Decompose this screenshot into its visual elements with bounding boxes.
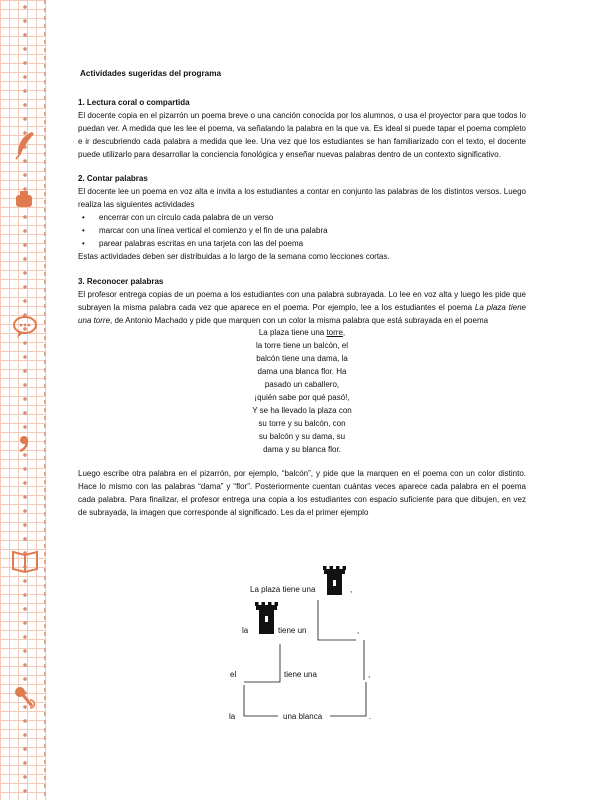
tower-icon [255,602,278,634]
poem-line: dama una blanca flor. Ha [257,367,347,377]
quill-icon [10,130,40,160]
pictogram-line-1: La plaza tiene una [250,585,316,594]
document-body [78,68,526,520]
poem-title: La plaza tiene una torre [78,302,526,325]
poem-line: su balcón y su dama, su [258,431,346,441]
section-1-text: El docente copia en el pizarrón un poema breve o una canción conocida por los alumnos, o usa el proyector para que todos lo puedan ver. A medida que les lee el poema, va señalando la palabra en la que va. Es ideal si puede tapar el poema completo e ir descubriendo cada palabra a medida que lee. Una vez que los estudiantes se han familiarizado con el texto, el docente puede utilizarlo para desarrollar la conciencia fonológica y enseñar nuevas palabras dentro de un contexto significativo. [78,110,526,159]
pictogram-line-2b: tiene un [278,626,307,635]
activity-list [78,212,526,251]
drawing-box [330,682,366,716]
poem-line: su torre y su balcón, con [258,418,346,428]
speech-bubble-icon [10,312,40,342]
pictogram-line-3b: tiene una [284,670,317,679]
drawing-box [244,644,280,682]
poem-line: la torre tiene un balcón, el [255,341,349,351]
section-2-title: 2. Contar palabras [78,174,148,184]
poem-line: dama y su blanca flor. [263,444,341,454]
pictogram-line-2a: la [242,626,249,635]
inkpot-icon [10,183,40,213]
list-item: • encerrar con un círculo cada palabra de un verso [82,212,526,225]
svg-text:,: , [350,585,353,594]
comma-icon [10,428,40,458]
section-2-note: Estas actividades deben ser distribuidas a lo largo de la semana como lecciones cortas. [78,251,390,261]
section-3-title: 3. Reconocer palabras [78,276,164,286]
margin-dots [21,0,29,800]
section-3-text: El profesor entrega copias de un poema a los estudiantes con una palabra subrayada. Lo lee en voz alta y luego les pide que subrayen la misma palabra cada vez que aparece en el poema. Por ejemplo, lee a los estudiantes el poema La plaza tiene una torre, de Antonio Machado y pide que marquen con un color la misma palabra que está subrayada en el poema [78,289,526,325]
list-item: • marcar con una línea vertical el comienzo y el fin de una palabra [82,225,526,238]
svg-text:.: . [369,712,372,721]
svg-text:,: , [368,670,371,679]
drawing-box [244,685,278,716]
pictogram-line-4b: una blanca [283,712,323,721]
poem-line: La plaza tiene una torre, [258,328,346,338]
poem-line: balcón tiene una dama, la [256,354,348,364]
page-title: Actividades sugeridas del programa [80,69,222,78]
poem-line: pasado un caballero, [264,380,340,390]
tower-icon [323,566,346,595]
section-3-followup: Luego escribe otra palabra en el pizarrón, por ejemplo, “balcón”, y pide que la marquen en el poema con un color distinto. Hace lo mismo con las palabras “dama” y “flor”. Posteriormente cuentan cuántas veces aparece cada palabra en el poema cada palabra. Para finalizar, el profesor entrega una copia a los estudiantes con espacio suficiente para que dibujen, en vez de subrayada, la imagen que corresponde al significado. Les da el primer ejemplo [78,469,526,518]
section-1-title: 1. Lectura coral o compartida [78,97,190,107]
pictogram-line-3a: el [230,670,237,679]
poem-line: Y se ha llevado la plaza con [252,405,352,415]
list-item: • parear palabras escritas en una tarjeta con las del poema [82,238,526,251]
microphone-icon [10,682,40,712]
drawing-box [318,600,356,640]
poem [222,327,382,456]
poem-line: ¡quién sabe por qué pasó!, [254,392,350,402]
pictogram-line-4a: la [229,712,236,721]
section-2-text: El docente lee un poema en voz alta e invita a los estudiantes a contar en conjunto las palabras de los distintos versos. Luego realiza las siguientes actividades [78,187,526,210]
svg-text:,: , [357,626,360,635]
open-book-icon [10,545,40,575]
